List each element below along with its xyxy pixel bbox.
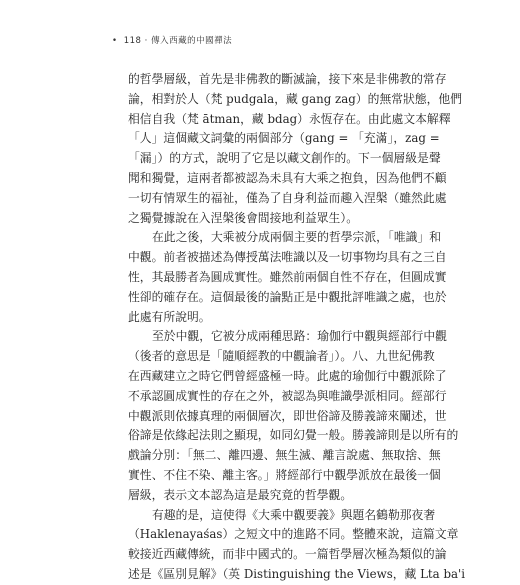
- text-line: 戲論分別：「無二、離四邊、無生滅、離言說處、無取捨、無: [128, 448, 441, 463]
- text-line: 論，相對於人（梵 pudgala，藏 gang zag）的無常狀態，他們: [128, 91, 463, 106]
- paragraph: [128, 228, 447, 327]
- running-header: [112, 34, 232, 46]
- text-line: 中觀。前者被描述為傳授萬法唯識以及一切事物均具有之三自: [128, 250, 447, 265]
- text-line: 中觀派則依據真理的兩個層次，即世俗諦及勝義諦來闡述，世: [128, 408, 447, 423]
- text-line: 性，其最勝者為圓成實性。雖然前兩個自性不存在，但圓成實: [128, 269, 447, 284]
- text-line: 較接近西藏傳統，而非中國式的。一篇哲學層次極為類似的論: [128, 547, 447, 562]
- text-line: 此處有所說明。: [128, 309, 211, 324]
- text-line: 俗諦是依緣起法則之顯現，如同幻覺一般。勝義諦則是以所有的: [128, 428, 459, 443]
- text-line: 「漏」）的方式，說明了它是以藏文創作的。下一個層級是聲: [128, 151, 441, 166]
- text-line: 一切有情眾生的福祉，僅為了自身利益而趣入涅槃（雖然此處: [128, 190, 447, 205]
- text-line: 實性、不住不染、離主客。」將經部行中觀學派放在最後一個: [128, 467, 441, 482]
- body-text: [128, 70, 466, 585]
- text-line: （Haklenayaśas）之短文中的進路不同。整體來說，這篇文章: [128, 527, 459, 542]
- text-line: 之獨覺據說在入涅槃後會間接地利益眾生）。: [128, 210, 359, 225]
- text-line: 相信自我（梵 ātman，藏 bdag）永恆存在。由此處文本解釋: [128, 111, 451, 126]
- text-line: 不承認圓成實性的存在之外，被認為與唯識學派相同。經部行: [128, 388, 447, 403]
- text-line: 的哲學層級，首先是非佛教的斷滅論，接下來是非佛教的常存: [128, 72, 447, 86]
- header-separator: ·: [144, 36, 148, 46]
- paragraph: [128, 327, 459, 505]
- text-line: （後者的意思是「隨順經教的中觀論者」）。八、九世紀佛教: [128, 349, 435, 364]
- paragraph: [128, 506, 466, 585]
- page-number: 118: [123, 36, 142, 46]
- text-line: 至於中觀，它被分成兩種思路：瑜伽行中觀與經部行中觀: [152, 329, 447, 344]
- text-line: 層級，表示文本認為這是最究竟的哲學觀。: [128, 487, 353, 502]
- text-line: 有趣的是，這使得《大乘中觀要義》與題名鶴勒那夜奢: [152, 507, 436, 522]
- book-title: 傳入西藏的中國禪法: [151, 36, 233, 46]
- text-line: 「人」這個藏文詞彙的兩個部分（gang = 「充滿」，zag =: [128, 131, 440, 146]
- text-line: 在西藏建立之時它們曾經盛極一時。此處的瑜伽行中觀派除了: [128, 368, 447, 383]
- text-line: 在此之後，大乘被分成兩個主要的哲學宗派，「唯識」和: [152, 230, 442, 245]
- text-line: 聞和獨覺，這兩者都被認為未具有大乘之抱負，因為他們不顧: [128, 170, 447, 185]
- header-bullet: •: [112, 36, 118, 46]
- paragraph: [128, 70, 463, 228]
- text-line: 述是《區別見解》（英 Distinguishing the Views，藏 Lta ba'i: [128, 566, 466, 581]
- text-line: 性卻的確存在。這個最後的論點正是中觀批評唯識之處，也於: [128, 289, 447, 304]
